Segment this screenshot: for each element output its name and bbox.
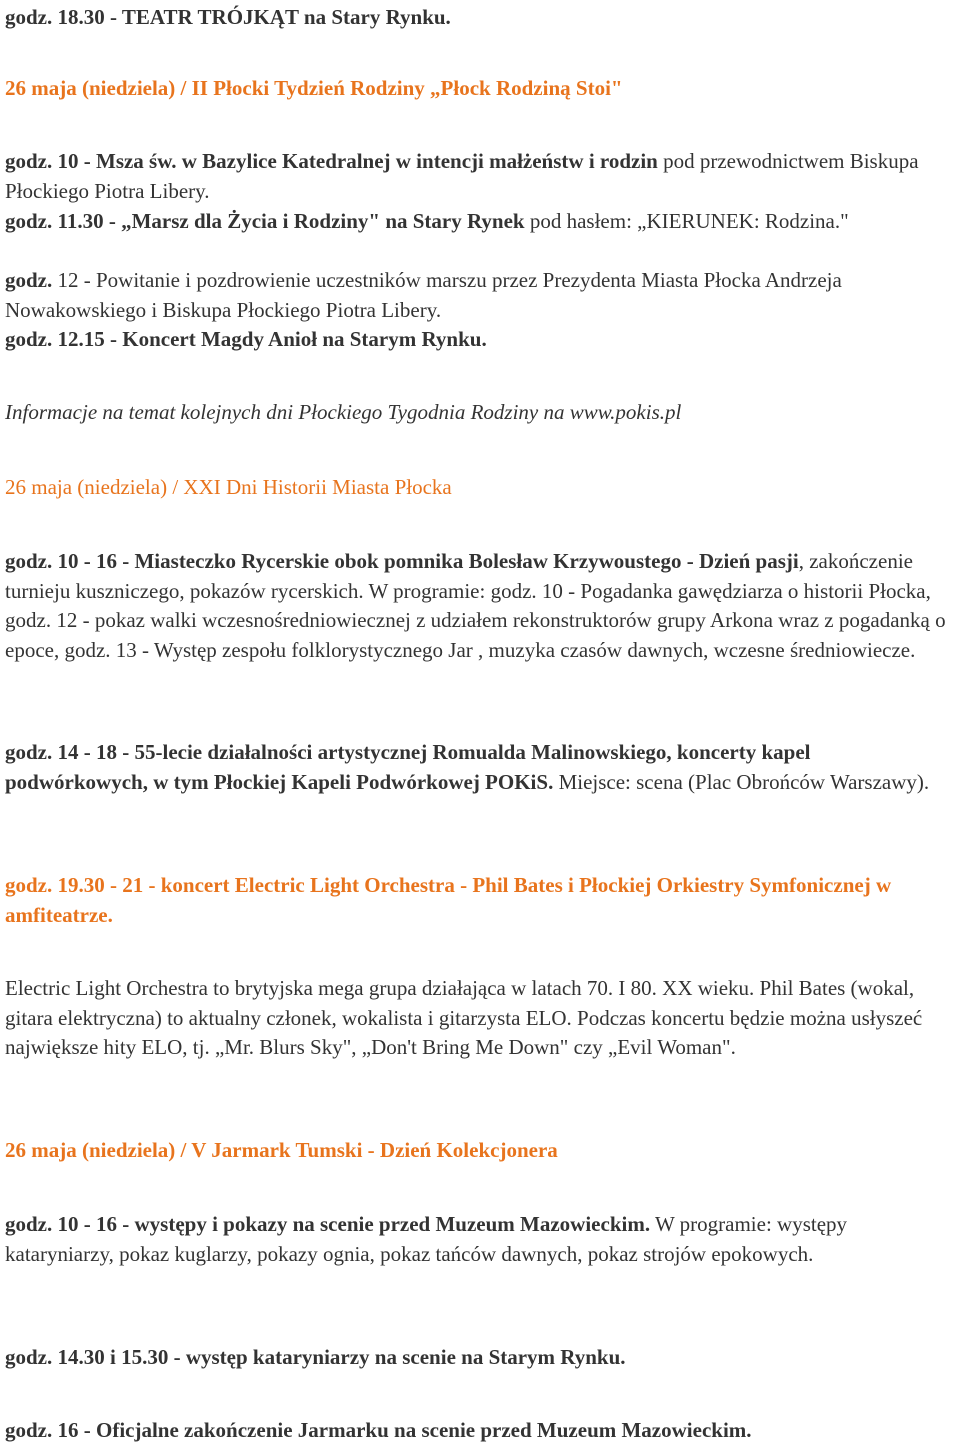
msza-paragraph xyxy=(5,147,925,206)
msza-rest: pod przewodnictwem Biskupa Płockiego Piotra Libery. xyxy=(5,149,919,203)
jarmark-heading xyxy=(5,1136,558,1166)
miasteczko-rest: , zakończenie turnieju kuszniczego, pokazów rycerskich. W programie: godz. 10 - Pogadanka gawędziarza o historii Płocka, godz. 12 - pokaz walki wczesnośredniowiecznej z udziałem rekonstruktorów grupy Arkona wraz z pogadanką o epoce, godz. 13 - Występ zespołu folklorystycznego Jar , muzyka czasów dawnych, wczesne średniowiecze. xyxy=(5,549,946,662)
wystepy-paragraph xyxy=(5,1210,957,1269)
koncert-line xyxy=(5,325,487,355)
wystepy-bold: godz. 10 - 16 - występy i pokazy na scenie przed Muzeum Mazowieckim. xyxy=(5,1212,651,1236)
teatr-line xyxy=(5,3,451,33)
info-line xyxy=(5,398,681,428)
kataryniarze-text: godz. 14.30 i 15.30 - występ kataryniarzy na scenie na Starym Rynku. xyxy=(5,1345,626,1369)
malinowski-paragraph xyxy=(5,738,957,797)
teatr-text: godz. 18.30 - TEATR TRÓJKĄT na Stary Rynku. xyxy=(5,5,451,29)
koncert-text: godz. 12.15 - Koncert Magdy Anioł na Starym Rynku. xyxy=(5,327,487,351)
historia-heading xyxy=(5,473,452,503)
powitanie-rest: 12 - Powitanie i pozdrowienie uczestników marszu przez Prezydenta Miasta Płocka Andrzeja Nowakowskiego i Biskupa Płockiego Piotra Libery. xyxy=(5,268,842,322)
historia-heading-text: 26 maja (niedziela) / XXI Dni Historii Miasta Płocka xyxy=(5,475,452,499)
malinowski-rest: Miejsce: scena (Plac Obrońców Warszawy). xyxy=(553,769,930,794)
rodzina-heading xyxy=(5,74,623,104)
powitanie-time: godz. xyxy=(5,268,53,292)
miasteczko-paragraph xyxy=(5,547,957,665)
elo-description xyxy=(5,974,960,1063)
wystepy-rest: W programie: występy kataryniarzy, pokaz kuglarzy, pokazy ognia, pokaz tańców dawnych, pokaz strojów epokowych. xyxy=(5,1212,848,1266)
msza-bold: godz. 10 - Msza św. w Bazylice Katedralnej w intencji małżeństw i rodzin xyxy=(5,149,658,173)
kataryniarze-line xyxy=(5,1343,626,1373)
zakonczenie-text: godz. 16 - Oficjalne zakończenie Jarmarku na scenie przed Muzeum Mazowieckim. xyxy=(5,1418,752,1442)
marsz-bold: godz. 11.30 - „Marsz dla Życia i Rodziny" na Stary Rynek xyxy=(5,209,525,233)
zakonczenie-line xyxy=(5,1416,752,1446)
powitanie-paragraph xyxy=(5,266,957,325)
miasteczko-bold: godz. 10 - 16 - Miasteczko Rycerskie obok pomnika Bolesław Krzywoustego - Dzień pasji xyxy=(5,549,799,573)
info-text: Informacje na temat kolejnych dni Płockiego Tygodnia Rodziny na www.pokis.pl xyxy=(5,400,682,424)
marsz-rest: pod hasłem: „KIERUNEK: Rodzina." xyxy=(524,209,849,233)
jarmark-heading-text: 26 maja (niedziela) / V Jarmark Tumski - Dzień Kolekcjonera xyxy=(5,1138,558,1162)
elo-description-text: Electric Light Orchestra to brytyjska mega grupa działająca w latach 70. I 80. XX wieku. Phil Bates (wokal, gitara elektryczna) to aktualny członek, wokalista i gitarzysta ELO. Podczas koncertu będzie można usłyszeć największe hity ELO, tj. „Mr. Blurs Sky", „Don't Bring Me Down" czy „Evil Woman". xyxy=(5,976,923,1059)
elo-heading xyxy=(5,871,957,930)
marsz-paragraph xyxy=(5,207,940,237)
malinowski-bold: godz. 14 - 18 - 55-lecie działalności artystycznej Romualda Malinowskiego, koncerty kapel podwórkowych, w tym Płockiej Kapeli Podwórkowej POKiS. xyxy=(5,740,811,794)
elo-heading-text: godz. 19.30 - 21 - koncert Electric Light Orchestra - Phil Bates i Płockiej Orkiestry Symfonicznej w amfiteatrze. xyxy=(5,873,892,927)
rodzina-heading-text: 26 maja (niedziela) / II Płocki Tydzień Rodziny „Płock Rodziną Stoi" xyxy=(5,76,623,100)
